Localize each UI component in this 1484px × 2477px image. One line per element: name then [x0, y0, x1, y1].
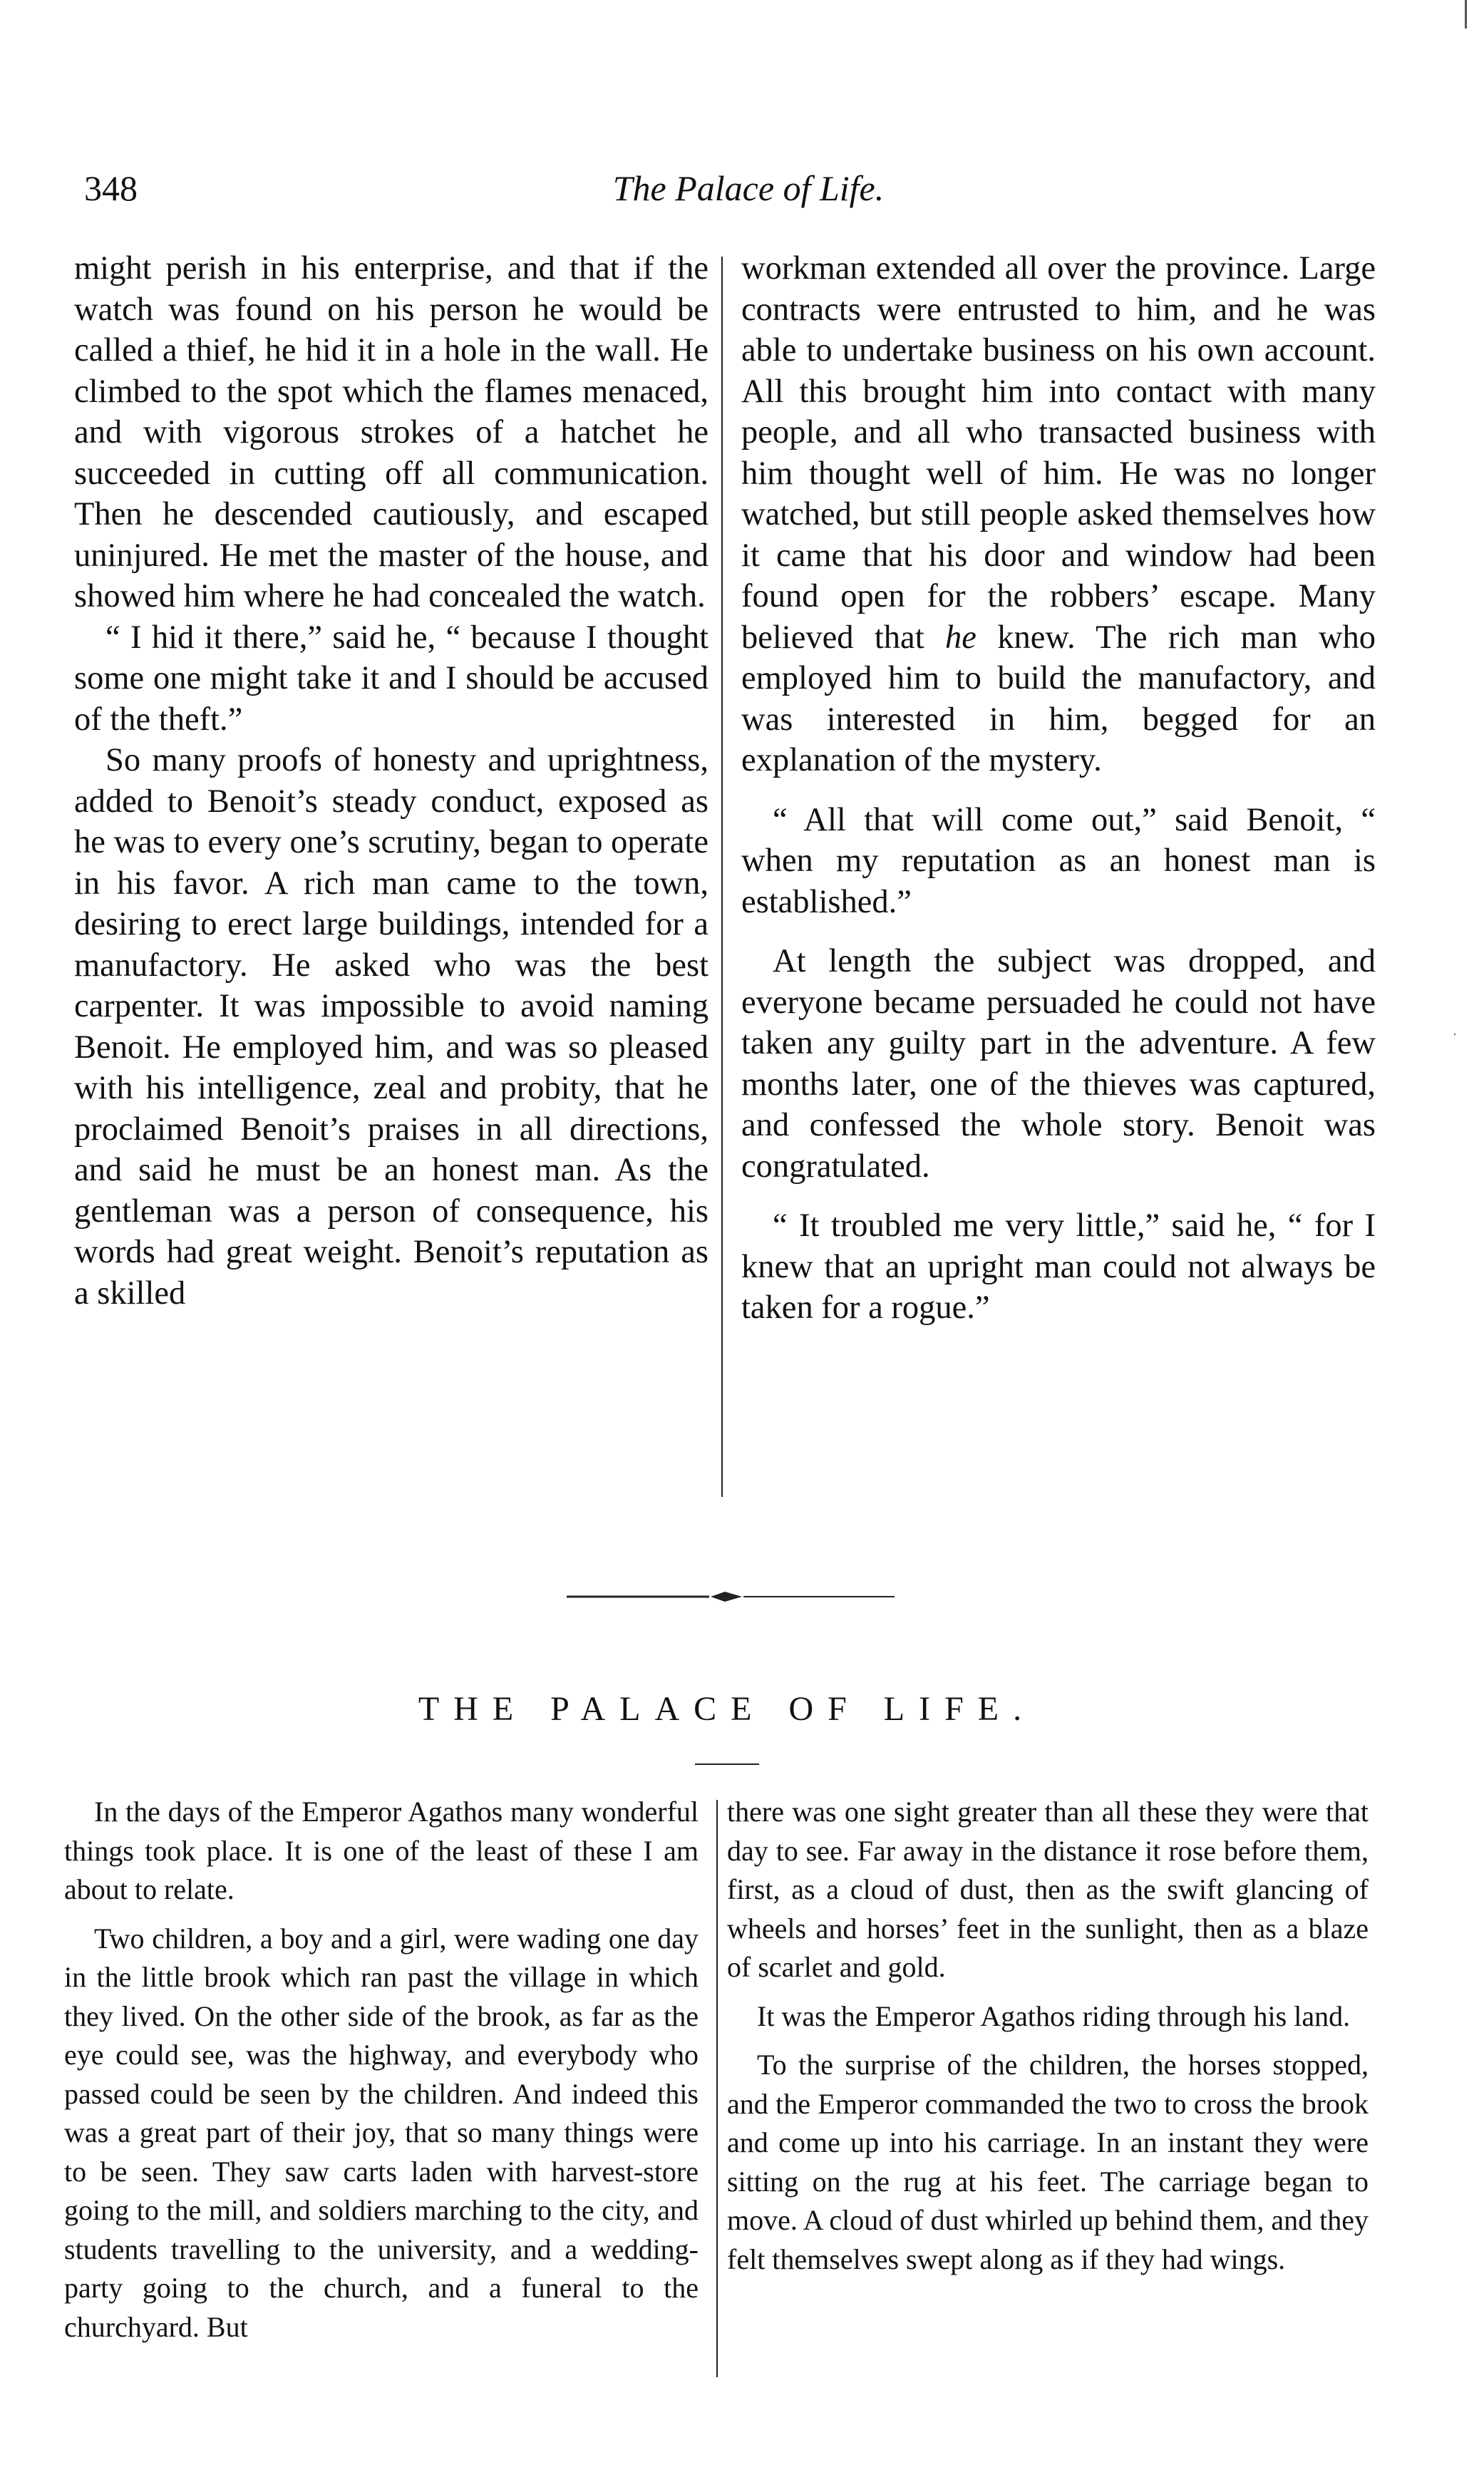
paragraph-text: knew. The rich man who employed him to build the manufactory, and was interested in him, begged for an explanation of the mystery.	[741, 619, 1376, 778]
story-top-right-column	[741, 248, 1376, 1329]
story-bottom-left-column	[64, 1793, 699, 2347]
title-underline	[695, 1763, 759, 1765]
paragraph: Two children, a boy and a girl, were wading one day in the little brook which ran past the village in which they lived. On the other side of the brook, as far as the eye could see, was the highway, and everybody who passed could be seen by the children. And indeed this was a great part of their joy, that so many things were to be seen. They saw carts laden with harvest-store going to the mill, and soldiers marching to the city, and students travelling to the university, and a wedding-party going to the church, and a funeral to the churchyard. But	[64, 1922, 699, 2343]
paragraph: To the surprise of the children, the horses stopped, and the Emperor commanded the two to cross the brook and come up into his carriage. In an instant they were sitting on the rug at his feet. The carriage began to move. A cloud of dust whirled up behind them, and they felt themselves swept along as if they had wings.	[727, 2049, 1369, 2275]
paragraph: “ All that will come out,” said Benoit, “ when my reputation as an honest man is established.”	[741, 801, 1376, 920]
paragraph: “ I hid it there,” said he, “ because I thought some one might take it and I should be accused of the theft.”	[74, 619, 708, 738]
paragraph: there was one sight greater than all these they were that day to see. Far away in the distance it rose before them, first, as a cloud of dust, then as the swift glancing of wheels and horses’ feet in the sunlight, then as a blaze of scarlet and gold.	[727, 1796, 1369, 1983]
story-top-left-column	[74, 248, 708, 1314]
section-title: THE PALACE OF LIFE.	[418, 1690, 1036, 1728]
page-number: 348	[84, 168, 138, 208]
paragraph: In the days of the Emperor Agathos many wonderful things took place. It is one of the least of these I am about to relate.	[64, 1796, 699, 1905]
paragraph: might perish in his enterprise, and that if the watch was found on his person he would be called a thief, he hid it in a hole in the wall. He climbed to the spot which the flames menaced, and with vigorous strokes of a hatchet he succeeded in cutting off all communication. Then he descended cautiously, and escaped uninjured. He met the master of the house, and showed him where he had concealed the watch.	[74, 250, 708, 614]
page-edge-mark	[1454, 1034, 1455, 1035]
paragraph-text: workman extended all over the province. Large contracts were entrusted to him, and he was able to undertake business on his own account. All this brought him into contact with many people, and all who transacted business with him thought well of him. He was no longer watched, but still people asked themselves how it came that his door and window had been found open for the robbers’ escape. Many believed that	[741, 250, 1376, 656]
paragraph: “ It troubled me very little,” said he, “ for I knew that an upright man could not always be taken for a rogue.”	[741, 1207, 1376, 1326]
emphasis-text: he	[945, 619, 977, 656]
section-ornament	[560, 1586, 902, 1607]
story-bottom-right-column	[727, 1793, 1369, 2279]
paragraph: At length the subject was dropped, and everyone became persuaded he could not have taken any guilty part in the adventure. A few months later, one of the thieves was captured, and confessed the whole story. Benoit was congratulated.	[741, 943, 1376, 1185]
column-divider	[716, 1800, 718, 2377]
page-edge-mark	[1465, 0, 1467, 29]
running-title: The Palace of Life.	[612, 168, 885, 208]
paragraph: It was the Emperor Agathos riding through his land.	[757, 1999, 1351, 2032]
column-divider	[721, 257, 723, 1497]
paragraph	[741, 248, 1376, 781]
paragraph: So many proofs of honesty and uprightness, added to Benoit’s steady conduct, exposed as he was to every one’s scrutiny, began to operate in his favor. A rich man came to the town, desiring to erect large buildings, intended for a manufactory. He asked who was the best carpenter. It was impossible to avoid naming Benoit. He employed him, and was so pleased with his intelligence, zeal and probity, that he proclaimed Benoit’s praises in all directions, and said he must be an honest man. As the gentleman was a person of consequence, his words had great weight. Benoit’s reputation as a skilled	[74, 742, 708, 1312]
